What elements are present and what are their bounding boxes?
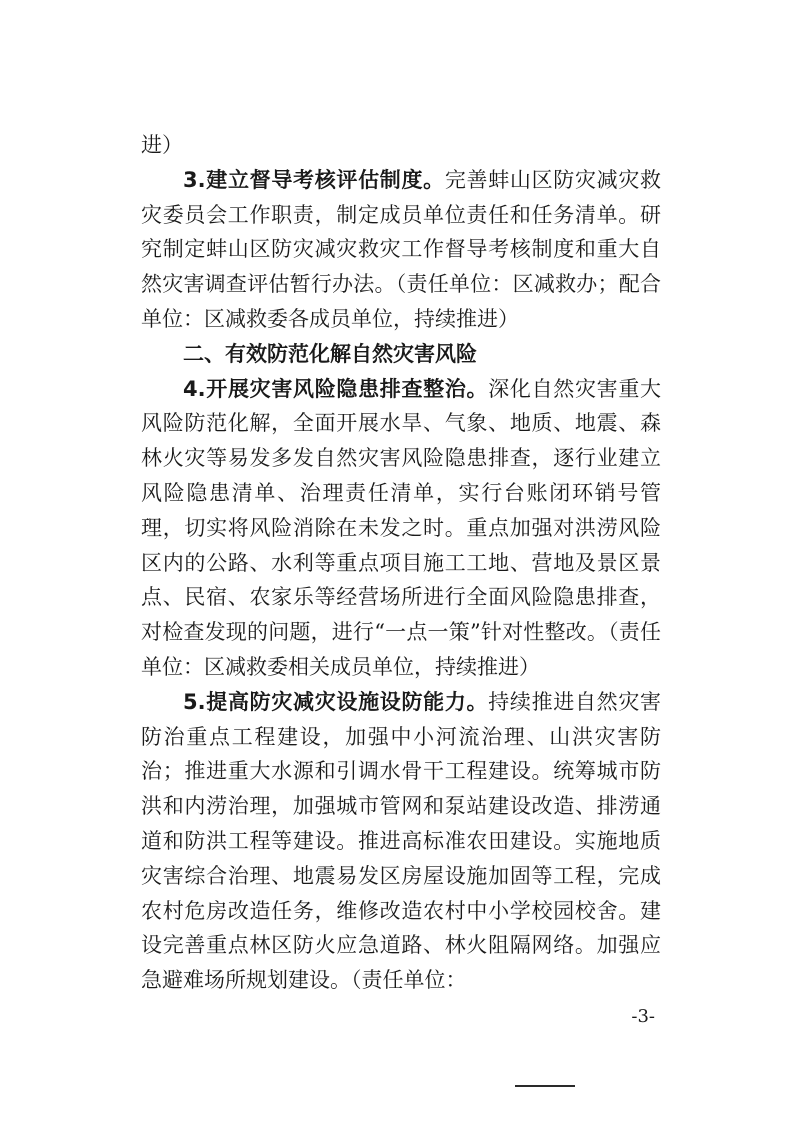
continuation-text: 进）	[141, 133, 183, 157]
item-4-heading: 4.开展灾害风险隐患排查整治。	[183, 376, 489, 401]
item-4-body: 深化自然灾害重大风险防范化解，全面开展水旱、气象、地质、地震、森林火灾等易发多发自然灾害风险隐患排查，逐行业建立风险隐患清单、治理责任清单，实行台账闭环销号管理，切实将风险消除在未发之时。重点加强对洪涝风险区内的公路、水利等重点项目施工工地、营地及景区景点、民宿、农家乐等经营场所进行全面风险隐患排查，对检查发现的问题，进行“一点一策”针对性整改。（责任单位：区减救委相关成员单位，持续推进）	[141, 376, 662, 679]
paragraph-item-5	[141, 685, 661, 998]
paragraph-item-3	[141, 163, 661, 337]
item-3-heading: 3.建立督导考核评估制度。	[183, 167, 445, 192]
item-5-heading: 5.提高防灾减灾设施设防能力。	[183, 689, 489, 714]
item-5-body: 持续推进自然灾害防治重点工程建设，加强中小河流治理、山洪灾害防治；推进重大水源和引调水骨干工程建设。统筹城市防洪和内涝治理，加强城市管网和泵站建设改造、排涝通道和防洪工程等建设。推进高标准农田建设。实施地质灾害综合治理、地震易发区房屋设施加固等工程，完成农村危房改造任务，维修改造农村中小学校园校舍。建设完善重点林区防火应急道路、林火阻隔网络。加强应急避难场所规划建设。（责任单位：	[141, 689, 662, 993]
page-number: -3-	[631, 1006, 655, 1027]
item-3-body: 完善蚌山区防灾减灾救灾委员会工作职责，制定成员单位责任和任务清单。研究制定蚌山区防灾减灾救灾工作督导考核制度和重大自然灾害调查评估暂行办法。（责任单位：区减救办；配合单位：区减救委各成员单位，持续推进）	[141, 167, 662, 331]
document-body	[141, 128, 661, 998]
footer-divider	[515, 1085, 575, 1087]
section-2-title: 二、有效防范化解自然灾害风险	[183, 341, 477, 366]
paragraph-item-4	[141, 372, 661, 685]
